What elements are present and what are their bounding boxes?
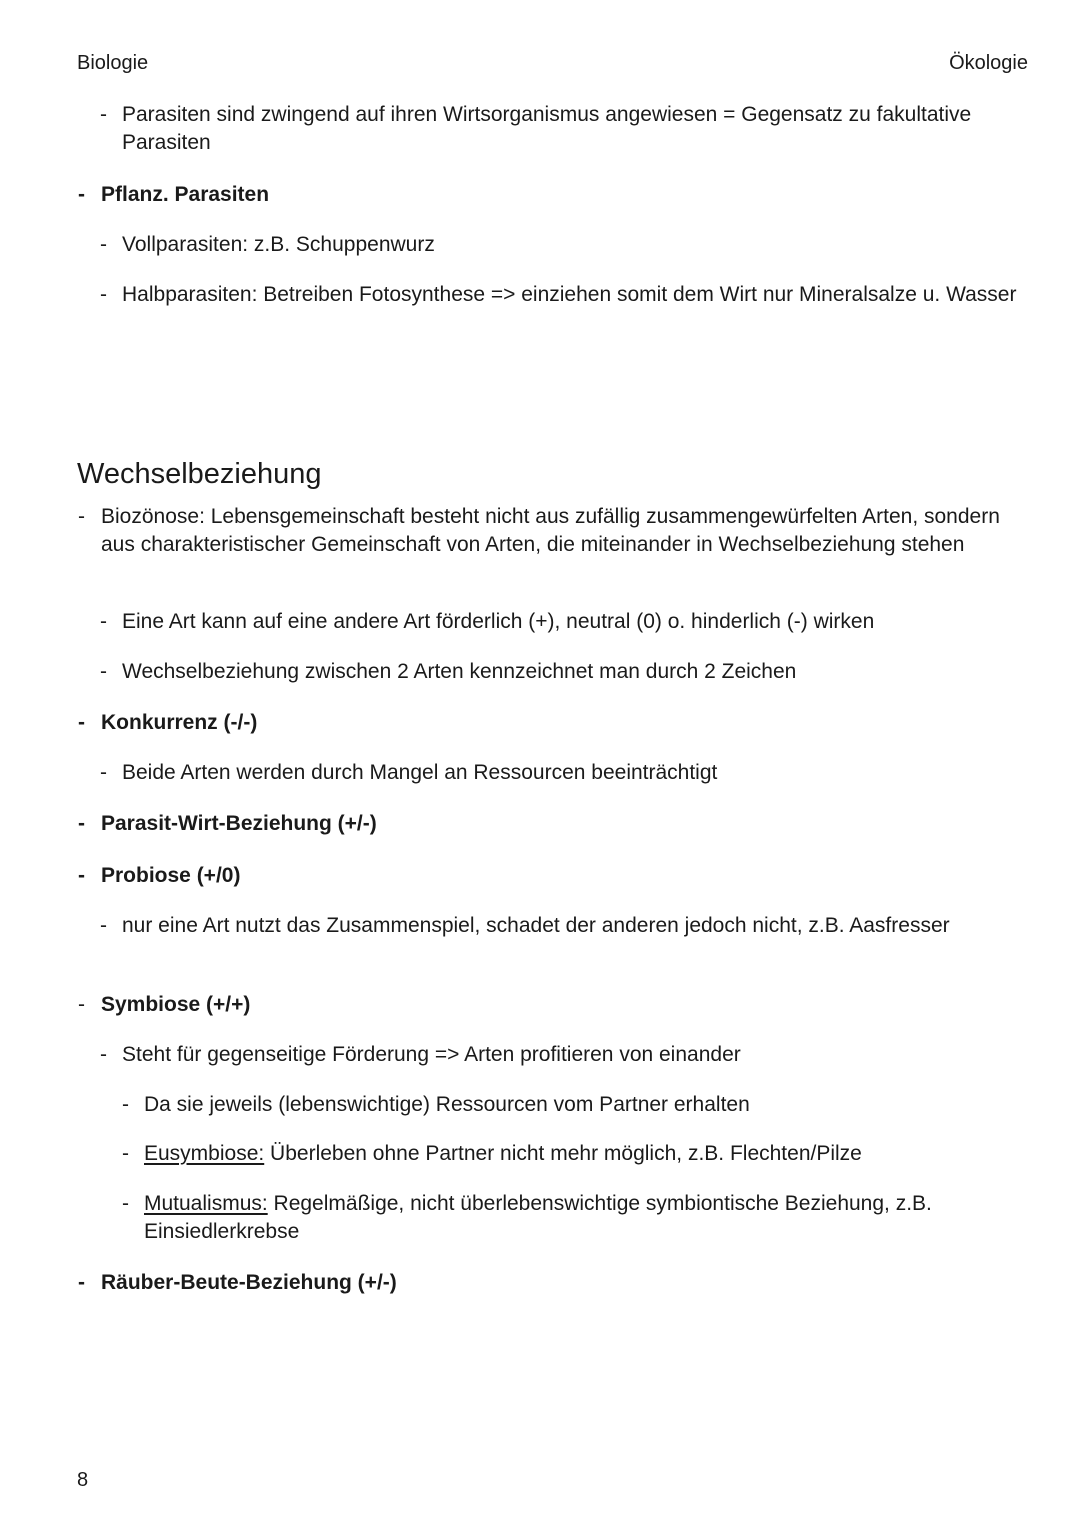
bullet-dash: - (100, 1043, 107, 1066)
bullet-dash: - (78, 711, 85, 734)
symbiose-text: Steht für gegenseitige Förderung => Arten profitieren von einander (122, 1043, 741, 1066)
bullet-dash: - (78, 864, 85, 887)
konkurrenz-text: Beide Arten werden durch Mangel an Ressourcen beeinträchtigt (122, 761, 718, 784)
bullet-dash: - (122, 1192, 129, 1215)
eusymbiose-item (144, 1140, 862, 1168)
section-title: Wechselbeziehung (77, 458, 322, 490)
eusymbiose-label: Eusymbiose: (144, 1142, 265, 1165)
mutualismus-label: Mutualismus: (144, 1192, 268, 1215)
mutualismus-text: Regelmäßige, nicht überlebenswichtige symbiontische Beziehung, z.B. Einsiedlerkrebse (144, 1192, 932, 1243)
eusymbiose-text: Überleben ohne Partner nicht mehr möglich, z.B. Flechten/Pilze (264, 1142, 862, 1165)
biozoenose-text: Biozönose: Lebensgemeinschaft besteht nicht aus zufällig zusammengewürfelten Arten, sondern aus charakteristischer Gemeinschaft von Arten, die miteinander in Wechselbeziehung stehen (101, 505, 1000, 556)
halbparasiten-text: Halbparasiten: Betreiben Fotosynthese => einziehen somit dem Wirt nur Mineralsalze u. Wasser (122, 283, 1017, 306)
art-wirkung-text: Eine Art kann auf eine andere Art förderlich (+), neutral (0) o. hinderlich (-) wirken (122, 610, 875, 633)
pflanz-parasiten-heading: Pflanz. Parasiten (101, 183, 270, 206)
bullet-dash: - (100, 761, 107, 784)
parasit-wirt-heading: Parasit-Wirt-Beziehung (+/-) (101, 812, 377, 835)
raeuber-beute-heading: Räuber-Beute-Beziehung (+/-) (101, 1271, 397, 1294)
probiose-text: nur eine Art nutzt das Zusammenspiel, schadet der anderen jedoch nicht, z.B. Aasfresser (122, 914, 950, 937)
bullet-dash: - (100, 233, 107, 256)
bullet-dash: - (78, 993, 85, 1016)
symbiose-heading: Symbiose (+/+) (101, 993, 251, 1016)
zwei-zeichen-text: Wechselbeziehung zwischen 2 Arten kennzeichnet man durch 2 Zeichen (122, 660, 797, 683)
page-number: 8 (77, 1469, 89, 1491)
bullet-dash: - (78, 183, 85, 206)
bullet-dash: - (100, 660, 107, 683)
bullet-dash: - (100, 283, 107, 306)
vollparasiten-text: Vollparasiten: z.B. Schuppenwurz (122, 233, 435, 256)
ressourcen-text: Da sie jeweils (lebenswichtige) Ressourcen vom Partner erhalten (144, 1093, 750, 1116)
bullet-dash: - (78, 812, 85, 835)
parasiten-text: Parasiten sind zwingend auf ihren Wirtsorganismus angewiesen = Gegensatz zu fakultative Parasiten (122, 103, 972, 154)
konkurrenz-heading: Konkurrenz (-/-) (101, 711, 258, 734)
bullet-dash: - (100, 610, 107, 633)
bullet-dash: - (122, 1093, 129, 1116)
probiose-heading: Probiose (+/0) (101, 864, 241, 887)
bullet-dash: - (100, 103, 107, 126)
bullet-dash: - (78, 505, 85, 528)
header-topic: Ökologie (949, 52, 1028, 74)
bullet-dash: - (122, 1142, 129, 1165)
mutualismus-item (144, 1190, 1029, 1246)
bullet-dash: - (100, 914, 107, 937)
header-subject: Biologie (77, 52, 149, 74)
bullet-dash: - (78, 1271, 85, 1294)
